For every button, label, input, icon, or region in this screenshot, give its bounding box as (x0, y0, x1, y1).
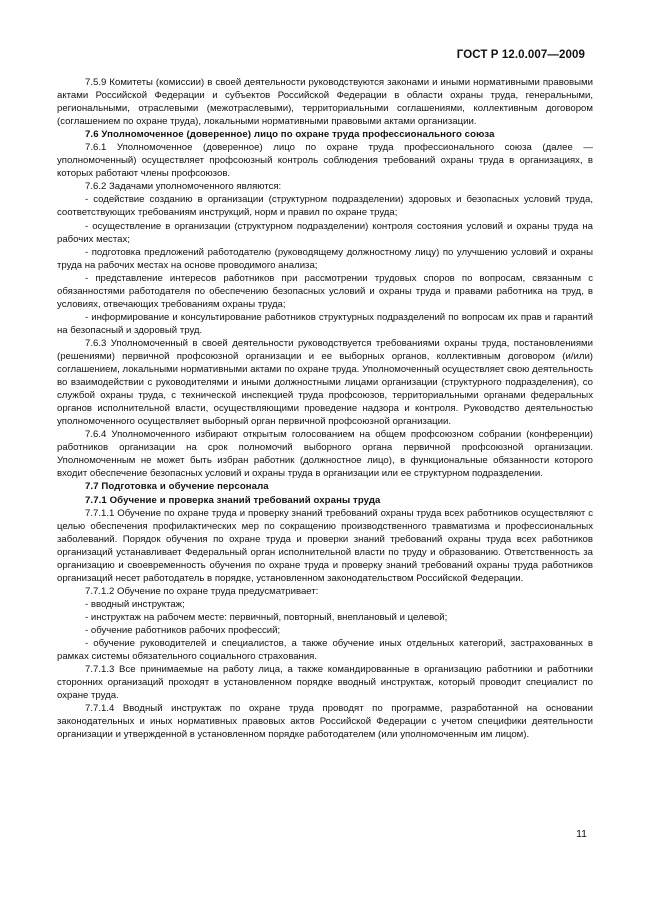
section-heading-7-6: 7.6 Уполномоченное (доверенное) лицо по охране труда профессионального союза (85, 129, 495, 141)
standard-header: ГОСТ Р 12.0.007—2009 (456, 49, 585, 61)
paragraph-7-6-3: 7.6.3 Уполномоченный в своей деятельности руководствуется требованиями охраны труда, постановлениями (решениями) первичной профсоюзной организации и ее выборных органов, коллективным договором (и/или) соглашением, локальными нормативными актами по охране труда. Уполномоченный осуществляет свою деятельность во взаимодействии с руководителями и иными должностными лицами организации (структурного подразделения), со службой охраны труда, с технической инспекцией труда профсоюзов, территориальными органами федеральных органов исполнительной власти, осуществляющими проведение надзора и контроля. Руководство деятельностью уполномоченного осуществляет выборный орган первичной профсоюзной организации. (57, 337, 593, 428)
list-item: - инструктаж на рабочем месте: первичный, повторный, внеплановый и целевой; (85, 611, 448, 623)
list-item: - содействие созданию в организации (структурном подразделении) здоровых и безопасных условий труда, соответствующих требованиям инструкций, норм и правил по охране труда; (57, 194, 593, 219)
page-number: 11 (576, 828, 587, 840)
section-heading-7-7: 7.7 Подготовка и обучение персонала (85, 481, 269, 493)
document-body (57, 76, 593, 741)
paragraph-7-6-1: 7.6.1 Уполномоченное (доверенное) лицо по охране труда профессионального союза (далее — уполномоченный) осуществляет профсоюзный контроль соблюдения требований охраны труда в организациях, в которых работают члены профсоюзов. (57, 142, 593, 180)
paragraph-7-7-1-3: 7.7.1.3 Все принимаемые на работу лица, а также командированные в организацию работники и работники сторонних организаций проходят в установленном порядке вводный инструктаж, который проводит специалист по охране труда. (57, 664, 593, 702)
list-item: - представление интересов работников при рассмотрении трудовых споров по вопросам, связанным с обязанностями работодателя по обеспечению безопасных условий и охраны труда и правами работника на труд, в условиях, отвечающих требованиям охраны труда; (57, 272, 593, 310)
list-item: - обучение руководителей и специалистов, а также обучение иных отдельных категорий, застрахованных в рамках системы обязательного социального страхования. (57, 638, 593, 663)
subsection-heading-7-7-1: 7.7.1 Обучение и проверка знаний требований охраны труда (85, 494, 381, 506)
paragraph-7-7-1-2: 7.7.1.2 Обучение по охране труда предусматривает: (85, 585, 319, 597)
list-item: - информирование и консультирование работников структурных подразделений по вопросам их прав и гарантий на безопасный и здоровый труд. (57, 311, 593, 336)
list-item: - вводный инструктаж; (85, 598, 185, 610)
list-item: - осуществление в организации (структурном подразделении) контроля состояния условий и охраны труда на рабочих местах; (57, 220, 593, 245)
paragraph-7-6-4: 7.6.4 Уполномоченного избирают открытым голосованием на общем профсоюзном собрании (конференции) работников организации на срок полномочий выборного органа первичной профсоюзной организации. Уполномоченным не может быть избран работник (должностное лицо), в функциональные обязанности которого входит обеспечение безопасных условий и охраны труда в организации или ее структурном подразделении. (57, 429, 593, 480)
paragraph-7-7-1-4: 7.7.1.4 Вводный инструктаж по охране труда проводят по программе, разработанной на основании законодательных и иных нормативных правовых актов Российской Федерации с учетом специфики деятельности организации и утвержденной в установленном порядке работодателем (или уполномоченным им лицом). (57, 703, 593, 741)
paragraph-7-7-1-1: 7.7.1.1 Обучение по охране труда и проверку знаний требований охраны труда всех работников осуществляют с целью обеспечения профилактических мер по сокращению производственного травматизма и профессиональных заболеваний. Порядок обучения по охране труда и проверки знаний требований охраны труда всех работников организаций устанавливает Федеральный орган исполнительной власти по труду и образованию. Ответственность за организацию и своевременность обучения по охране труда и проверку знаний требований охраны труда работников организаций несет работодатель в порядке, установленном законодательством Российской Федерации. (57, 507, 593, 584)
paragraph-7-5-9: 7.5.9 Комитеты (комиссии) в своей деятельности руководствуются законами и иными нормативными правовыми актами Российской Федерации и субъектов Российской Федерации в области охраны труда, генеральными, региональными, отраслевыми (межотраслевыми), территориальными соглашениями, коллективным договором (соглашением по охране труда), локальными нормативными правовыми актами организации. (57, 77, 593, 128)
paragraph-7-6-2: 7.6.2 Задачами уполномоченного являются: (85, 181, 282, 193)
list-item: - обучение работников рабочих профессий; (85, 624, 281, 636)
list-item: - подготовка предложений работодателю (руководящему должностному лицу) по улучшению условий и охраны труда на рабочих местах на основе проводимого анализа; (57, 246, 593, 271)
